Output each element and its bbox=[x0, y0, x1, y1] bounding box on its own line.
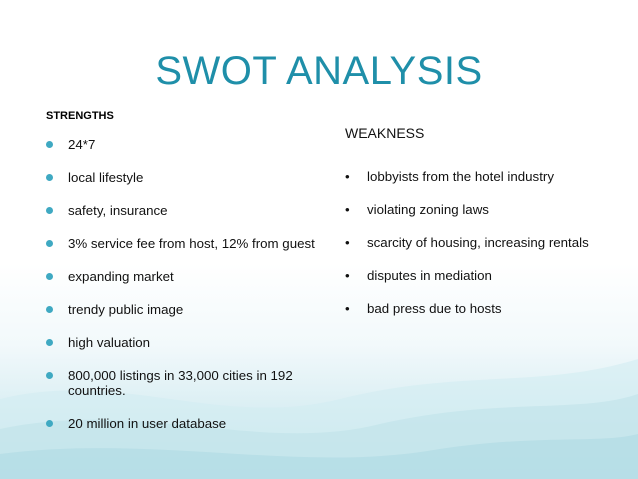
bullet-dot-icon bbox=[46, 372, 53, 379]
slide-title: SWOT ANALYSIS bbox=[155, 49, 483, 93]
strength-item: expanding market bbox=[46, 269, 316, 284]
strengths-heading: STRENGTHS bbox=[46, 110, 114, 122]
weakness-heading: WEAKNESS bbox=[345, 125, 425, 141]
bullet-dot-icon bbox=[46, 420, 53, 427]
strength-item: high valuation bbox=[46, 335, 316, 350]
bullet-dot-icon bbox=[46, 339, 53, 346]
bullet-icon: • bbox=[345, 169, 350, 184]
strengths-list bbox=[46, 137, 316, 449]
weakness-item: • disputes in mediation bbox=[345, 268, 492, 283]
weakness-item: • violating zoning laws bbox=[345, 202, 489, 217]
bullet-icon: • bbox=[345, 301, 350, 316]
weakness-list bbox=[345, 168, 615, 333]
strength-item: 24*7 bbox=[46, 137, 316, 152]
weakness-item: • bad press due to hosts bbox=[345, 301, 502, 316]
bullet-dot-icon bbox=[46, 141, 53, 148]
strength-item: 3% service fee from host, 12% from guest bbox=[46, 236, 316, 251]
bullet-icon: • bbox=[345, 268, 350, 283]
strength-item: trendy public image bbox=[46, 302, 316, 317]
strength-item: local lifestyle bbox=[46, 170, 316, 185]
bullet-dot-icon bbox=[46, 273, 53, 280]
bullet-dot-icon bbox=[46, 306, 53, 313]
strength-item: 800,000 listings in 33,000 cities in 192 countries. bbox=[46, 368, 316, 398]
bullet-dot-icon bbox=[46, 240, 53, 247]
bullet-dot-icon bbox=[46, 174, 53, 181]
strength-item: 20 million in user database bbox=[46, 416, 316, 431]
strength-item: safety, insurance bbox=[46, 203, 316, 218]
weakness-item: • scarcity of housing, increasing rentals bbox=[345, 235, 589, 250]
bullet-dot-icon bbox=[46, 207, 53, 214]
weakness-item: • lobbyists from the hotel industry bbox=[345, 169, 554, 184]
bullet-icon: • bbox=[345, 235, 350, 250]
bullet-icon: • bbox=[345, 202, 350, 217]
